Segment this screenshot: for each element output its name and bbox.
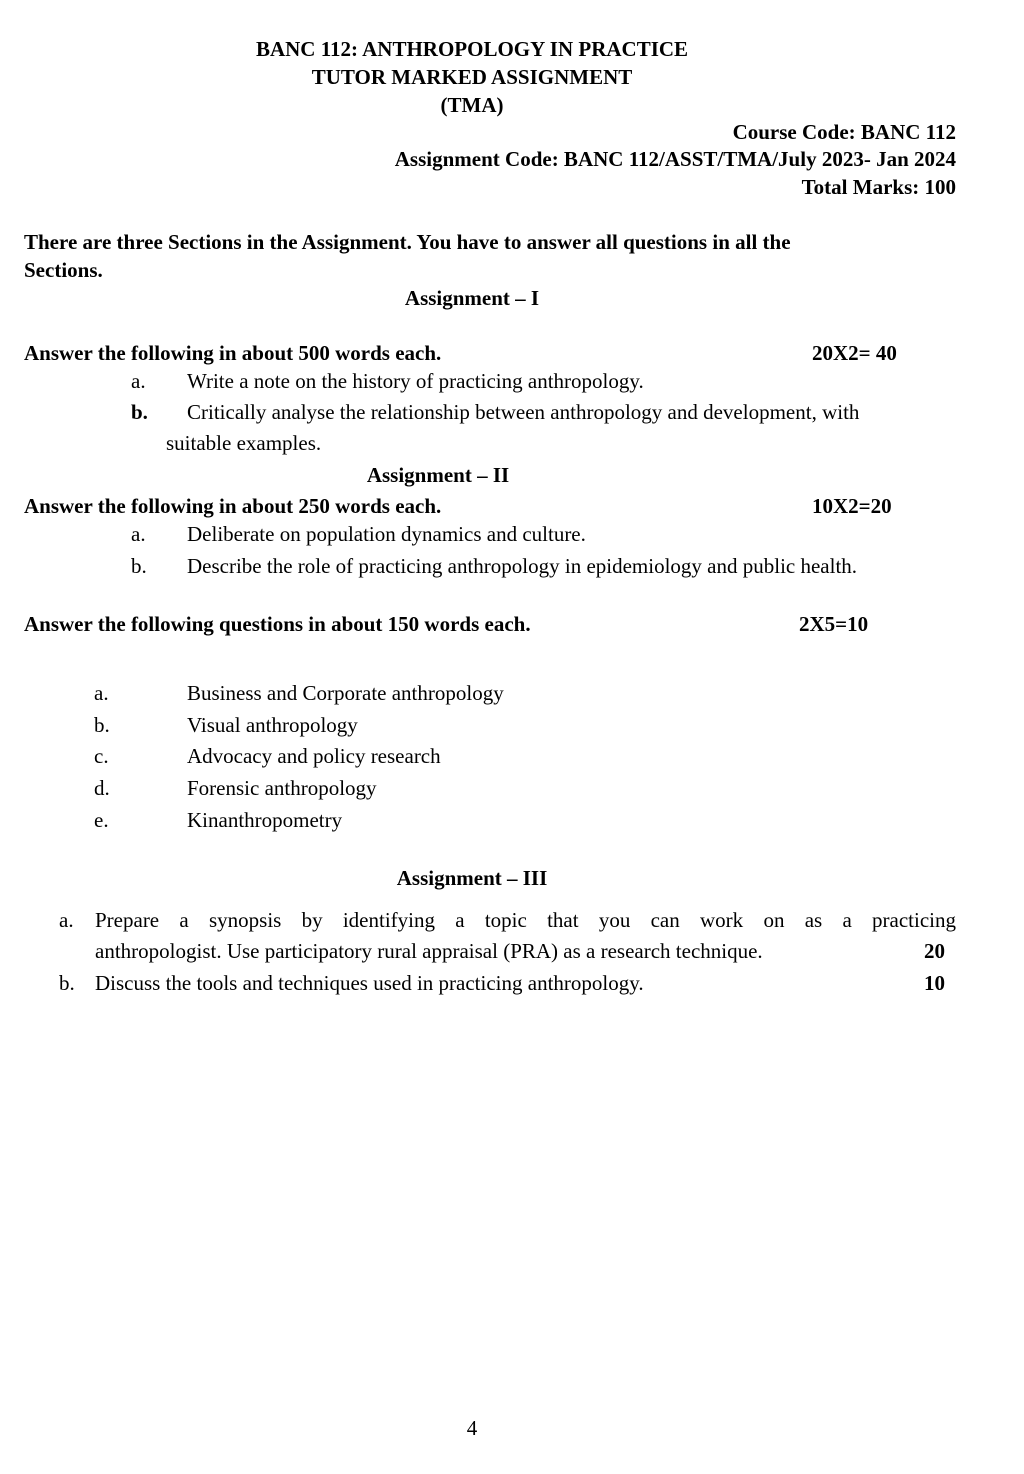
intro-line-2: Sections. [24,258,103,282]
section-2-q-b-text: Describe the role of practicing anthropology in epidemiology and public health. [187,554,858,578]
section-3-q-b-marker: b. [59,971,75,995]
section-1-q-b-line-1: Critically analyse the relationship between anthropology and development, with [187,400,860,424]
short-item-text: Kinanthropometry [187,808,343,832]
short-answer-marks: 2X5=10 [799,612,869,636]
section-1-q-b-line-2: suitable examples. [166,431,322,455]
section-3-q-b-marks: 10 [924,971,945,995]
short-item-text: Business and Corporate anthropology [187,681,504,705]
section-3-heading: Assignment – III [396,866,548,890]
document-subtitle: TUTOR MARKED ASSIGNMENT [311,65,633,89]
short-item-marker: a. [94,681,109,705]
short-answer-instruction: Answer the following questions in about 150 words each. [24,612,531,636]
section-3-q-b-text: Discuss the tools and techniques used in practicing anthropology. [95,971,644,995]
section-1-instruction: Answer the following in about 500 words each. [24,341,442,365]
intro-line-1: There are three Sections in the Assignment. You have to answer all questions in all the [24,230,791,254]
section-1-q-b-marker: b. [131,400,148,424]
document-title: BANC 112: ANTHROPOLOGY IN PRACTICE [255,37,689,61]
section-3-q-a-marks: 20 [924,939,945,963]
section-1-heading: Assignment – I [404,286,540,310]
section-2-q-b-marker: b. [131,554,147,578]
short-item-marker: b. [94,713,110,737]
short-item-marker: e. [94,808,109,832]
short-item-text: Forensic anthropology [187,776,377,800]
course-code: Course Code: BANC 112 [732,120,956,144]
assignment-code: Assignment Code: BANC 112/ASST/TMA/July 2023- Jan 2024 [394,147,956,171]
document-abbrev: (TMA) [440,93,504,117]
section-3-q-a-marker: a. [59,908,74,932]
section-1-marks: 20X2= 40 [812,341,897,365]
section-2-instruction: Answer the following in about 250 words each. [24,494,442,518]
section-3-q-a-line-2: anthropologist. Use participatory rural appraisal (PRA) as a research technique. [95,939,763,963]
section-2-marks: 10X2=20 [812,494,892,518]
short-item-marker: d. [94,776,110,800]
section-1-q-a-marker: a. [131,369,146,393]
section-2-q-a-marker: a. [131,522,146,546]
short-item-text: Advocacy and policy research [187,744,441,768]
section-3-q-a-line-1: Prepare a synopsis by identifying a topic that you can work on as a practicing [95,908,956,932]
total-marks: Total Marks: 100 [801,175,956,199]
section-2-heading: Assignment – II [366,463,510,487]
section-2-q-a-text: Deliberate on population dynamics and culture. [187,522,586,546]
page-number: 4 [466,1416,478,1440]
section-1-q-a-text: Write a note on the history of practicing anthropology. [187,369,644,393]
short-item-text: Visual anthropology [187,713,358,737]
short-item-marker: c. [94,744,109,768]
